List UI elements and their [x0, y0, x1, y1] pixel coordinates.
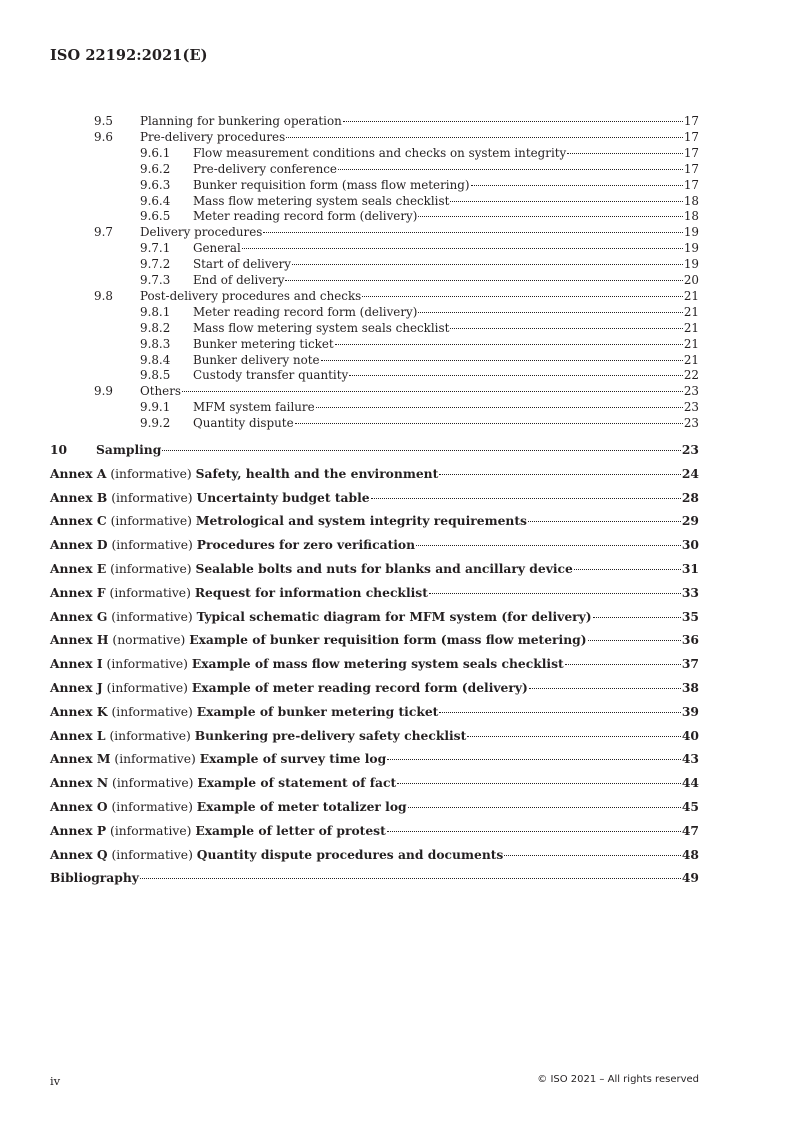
- toc-annex-entry[interactable]: [50, 465, 699, 483]
- toc-annex-kind: (informative): [106, 657, 188, 672]
- toc-entry-number: 9.7: [94, 225, 113, 240]
- toc-entry[interactable]: [94, 129, 699, 145]
- toc-entry-title: Sealable bolts and nuts for blanks and ancillary device: [195, 561, 573, 576]
- toc-entry-page: 48: [681, 846, 699, 862]
- toc-entry-number: 9.8: [94, 288, 113, 303]
- toc-annex-kind: (informative): [112, 776, 194, 791]
- toc-entry[interactable]: [140, 399, 699, 415]
- toc-entry-page: 19: [683, 225, 699, 240]
- toc-leader-dots: [387, 759, 681, 760]
- toc-entry-page: 21: [683, 320, 699, 335]
- toc-leader-dots: [467, 736, 681, 737]
- toc-entry-page: 19: [683, 257, 699, 272]
- toc-annex-entry[interactable]: [50, 584, 699, 602]
- toc-annex-label: Annex D: [50, 537, 108, 553]
- toc-annex-kind: (informative): [111, 609, 193, 624]
- toc-entry-number: 9.9.2: [140, 416, 171, 431]
- toc-entry-page: 37: [681, 656, 699, 672]
- toc-leader-dots: [387, 831, 681, 832]
- toc-annex-kind: (informative): [110, 562, 192, 576]
- toc-entry-page: 17: [683, 129, 699, 144]
- toc-entry-number: 9.6: [94, 129, 113, 144]
- toc-entry-title: Pre-delivery procedures: [140, 129, 286, 144]
- toc-leader-dots: [263, 232, 683, 233]
- toc-entry[interactable]: [140, 336, 699, 352]
- toc-entry-title: Post-delivery procedures and checks: [140, 288, 362, 303]
- toc-leader-dots: [504, 855, 681, 856]
- toc-entry-page: 19: [683, 241, 699, 256]
- toc-entry[interactable]: [94, 224, 699, 240]
- toc-annex-kind: (informative): [111, 538, 193, 553]
- toc-annex-label: Annex J: [50, 680, 103, 695]
- toc-entry-title: Typical schematic diagram for MFM system (for delivery): [196, 608, 592, 624]
- toc-annex-kind: (informative): [109, 585, 191, 600]
- toc-entry-title: Others: [140, 384, 182, 399]
- toc-entry-title: Start of delivery: [193, 257, 292, 272]
- toc-annex-entry[interactable]: [50, 679, 699, 697]
- toc-entry-number: 9.8.5: [140, 368, 171, 383]
- toc-entry-number: 9.6.2: [140, 161, 171, 176]
- toc-entry-page: 43: [681, 751, 699, 767]
- toc-entry-page: 47: [681, 822, 699, 838]
- toc-entry-number: 9.6.1: [140, 145, 171, 160]
- toc-annex-label: Annex O: [50, 799, 108, 814]
- toc-entry-number: 9.8.3: [140, 336, 171, 351]
- toc-entry-page: 33: [681, 584, 699, 600]
- toc-annex-label: Annex L: [50, 727, 106, 743]
- toc-annex-entry[interactable]: [50, 774, 699, 792]
- toc-entry-page: 44: [681, 775, 699, 791]
- toc-annex-kind: (normative): [112, 633, 186, 648]
- toc-entry[interactable]: [140, 256, 699, 272]
- toc-entry-page: 21: [683, 352, 699, 367]
- toc-entry-page: 23: [683, 384, 699, 399]
- toc-annex-kind: (informative): [110, 823, 192, 838]
- toc-entry-title: Quantity dispute procedures and documents: [196, 846, 504, 862]
- toc-annex-entry[interactable]: [50, 846, 699, 864]
- toc-leader-dots: [349, 375, 683, 376]
- toc-entry-page: 23: [683, 400, 699, 415]
- toc-annex-kind: (informative): [111, 847, 193, 862]
- toc-annex-kind: (informative): [111, 704, 193, 719]
- toc-entry-title: Meter reading record form (delivery): [193, 304, 418, 319]
- toc-annex-label: Annex Q: [50, 846, 108, 862]
- toc-entry-page: 21: [683, 288, 699, 303]
- toc-entry-number: 9.7.1: [140, 241, 171, 256]
- toc-leader-dots: [285, 280, 682, 281]
- toc-leader-dots: [162, 450, 681, 451]
- toc-annex-entry[interactable]: [50, 512, 699, 530]
- toc-entry-number: 9.8.1: [140, 304, 171, 319]
- toc-entry[interactable]: [140, 415, 699, 431]
- toc-entry-title: General: [193, 241, 241, 256]
- toc-entry-page: 23: [683, 416, 699, 431]
- toc-entry[interactable]: [140, 161, 699, 177]
- toc-annex-kind: (informative): [109, 728, 191, 743]
- toc-entry[interactable]: [94, 383, 699, 399]
- toc-entry-page: 30: [681, 537, 699, 553]
- toc-annex-entry[interactable]: [50, 750, 699, 768]
- toc-entry-title: Quantity dispute: [193, 416, 294, 431]
- toc-entry-title: Sampling: [96, 442, 162, 457]
- toc-entry-page: 49: [681, 870, 699, 886]
- toc-entry-title: Mass flow metering system seals checklist: [193, 193, 450, 208]
- toc-annex-entry[interactable]: [50, 703, 699, 721]
- toc-entry-page: 45: [681, 799, 699, 814]
- toc-entry[interactable]: [94, 288, 699, 304]
- toc-entry-title: Example of mass flow metering system seals checklist: [191, 656, 564, 672]
- toc-leader-dots: [286, 137, 683, 138]
- toc-annex-label: Annex B: [50, 489, 108, 505]
- toc-entry-title: Bunkering pre-delivery safety checklist: [194, 727, 467, 743]
- toc-leader-dots: [529, 688, 681, 689]
- toc-leader-dots: [450, 201, 682, 202]
- toc-entry-title: Pre-delivery conference: [193, 161, 337, 176]
- toc-entry-number: 10: [50, 442, 68, 457]
- toc-annex-entry[interactable]: [50, 536, 699, 554]
- toc-annex-entry[interactable]: [50, 489, 699, 507]
- toc-annex-entry[interactable]: [50, 727, 699, 745]
- toc-leader-dots: [567, 153, 683, 154]
- toc-annex-entry[interactable]: [50, 822, 699, 840]
- toc-leader-dots: [588, 640, 681, 641]
- toc-annex-kind: (informative): [111, 800, 193, 814]
- toc-entry-title: Flow measurement conditions and checks on system integrity: [193, 145, 567, 160]
- toc-entry[interactable]: [140, 320, 699, 336]
- toc-entry-title: Meter reading record form (delivery): [193, 209, 418, 224]
- toc-entry-page: 36: [681, 632, 699, 648]
- toc-entry-title: Mass flow metering system seals checklist: [193, 320, 450, 335]
- toc-entry[interactable]: [140, 352, 699, 368]
- toc-annex-label: Annex P: [50, 822, 107, 838]
- toc-entry-page: 17: [683, 114, 699, 128]
- toc-leader-dots: [418, 312, 682, 313]
- toc-entry-page: 18: [683, 193, 699, 208]
- toc-leader-dots: [292, 264, 683, 265]
- toc-entry-title: Bunker requisition form (mass flow metering): [193, 177, 470, 192]
- toc-entry-page: 21: [683, 304, 699, 319]
- toc-entry-title: Example of meter reading record form (delivery): [191, 680, 528, 695]
- toc-entry-page: 38: [681, 680, 699, 695]
- toc-entry-page: 39: [681, 703, 699, 719]
- toc-annex-entry[interactable]: [50, 560, 699, 578]
- toc-annex-entry[interactable]: [50, 441, 699, 459]
- toc-entry-title: Example of letter of protest: [195, 822, 386, 838]
- toc-leader-dots: [140, 878, 681, 879]
- toc-entry-title: Planning for bunkering operation: [140, 114, 342, 128]
- toc-entry-title: Delivery procedures: [140, 225, 263, 240]
- toc-leader-dots: [528, 521, 681, 522]
- toc-entry-title: Example of bunker metering ticket: [196, 703, 439, 719]
- toc-leader-dots: [316, 407, 683, 408]
- toc-leader-dots: [418, 216, 682, 217]
- toc-entry-title: Example of meter totalizer log: [196, 799, 407, 814]
- toc-annex-kind: (informative): [111, 490, 193, 505]
- toc-entry-page: 20: [683, 273, 699, 287]
- toc-entry-page: 29: [681, 513, 699, 529]
- toc-leader-dots: [593, 617, 681, 618]
- toc-entry-page: 28: [681, 489, 699, 505]
- toc-annex-entry[interactable]: [50, 631, 699, 649]
- toc-entry-page: 31: [681, 561, 699, 576]
- toc-entry-number: 9.8.4: [140, 352, 171, 367]
- toc-leader-dots: [574, 569, 681, 570]
- toc-entry-page: 17: [683, 161, 699, 176]
- toc-entry-number: 9.7.3: [140, 273, 171, 287]
- toc-entry-title: End of delivery: [193, 273, 285, 287]
- toc-entry-page: 21: [683, 336, 699, 351]
- toc-entry[interactable]: [140, 177, 699, 193]
- toc-annex-kind: (informative): [110, 466, 192, 481]
- toc-annex-label: Annex F: [50, 584, 106, 600]
- copyright-notice: © ISO 2021 – All rights reserved: [537, 1074, 699, 1085]
- toc-entry-title: Bunker metering ticket: [193, 336, 334, 351]
- toc-entry-number: 9.9: [94, 384, 113, 399]
- toc-leader-dots: [429, 593, 681, 594]
- toc-annex-entry[interactable]: [50, 608, 699, 626]
- toc-entry-title: Safety, health and the environment: [195, 465, 439, 481]
- toc-leader-dots: [408, 807, 681, 808]
- toc-entry-number: 9.6.4: [140, 193, 171, 208]
- toc-annex-label: Annex H: [50, 632, 109, 648]
- toc-entry-number: 9.5: [94, 114, 113, 128]
- toc-leader-dots: [471, 185, 683, 186]
- toc-entry[interactable]: [140, 193, 699, 209]
- toc-entry[interactable]: [94, 113, 699, 129]
- toc-leader-dots: [416, 545, 681, 546]
- toc-leader-dots: [371, 498, 681, 499]
- toc-entry[interactable]: [140, 208, 699, 224]
- toc-leader-dots: [338, 169, 683, 170]
- toc-entry-page: 22: [683, 368, 699, 383]
- toc-leader-dots: [439, 712, 681, 713]
- toc-annex-label: Annex K: [50, 703, 108, 719]
- toc-annex-label: Annex N: [50, 775, 109, 791]
- toc-leader-dots: [565, 664, 681, 665]
- toc-entry[interactable]: [140, 367, 699, 383]
- document-id: ISO 22192:2021(E): [50, 47, 208, 64]
- toc-entry[interactable]: [140, 304, 699, 320]
- toc-entry-title: Metrological and system integrity requirements: [195, 513, 527, 529]
- toc-entry-number: 9.6.5: [140, 209, 171, 224]
- toc-leader-dots: [295, 423, 683, 424]
- toc-entry-page: 35: [681, 608, 699, 624]
- toc-leader-dots: [450, 328, 682, 329]
- toc-entry-title: Example of bunker requisition form (mass flow metering): [189, 632, 587, 648]
- toc-leader-dots: [321, 360, 683, 361]
- toc-annex-entry[interactable]: [50, 655, 699, 673]
- toc-annex-label: Annex C: [50, 513, 107, 529]
- toc-annex-entry[interactable]: [50, 798, 699, 816]
- toc-annex-label: Annex G: [50, 608, 108, 624]
- toc-annex-label: Annex I: [50, 656, 103, 672]
- toc-annex-entry[interactable]: [50, 869, 699, 887]
- toc-entry-title: Example of statement of fact: [197, 775, 397, 791]
- toc-leader-dots: [362, 296, 683, 297]
- toc-annex-kind: (informative): [110, 514, 192, 529]
- toc-entry-page: 23: [681, 442, 699, 457]
- toc-entry-page: 24: [681, 465, 699, 481]
- toc-entry-page: 18: [683, 209, 699, 224]
- toc-annex-label: Annex A: [50, 465, 107, 481]
- toc-entry-title: Example of survey time log: [199, 751, 387, 767]
- toc-entry-number: 9.7.2: [140, 257, 171, 272]
- toc-annex-kind: (informative): [114, 752, 196, 767]
- toc-entry-page: 40: [681, 727, 699, 743]
- toc-entry-title: Custody transfer quantity: [193, 368, 349, 383]
- toc-leader-dots: [182, 391, 683, 392]
- toc-leader-dots: [335, 344, 683, 345]
- toc-entry-number: 9.6.3: [140, 177, 171, 192]
- toc-entry-page: 17: [683, 145, 699, 160]
- toc-entry-number: 9.9.1: [140, 400, 171, 415]
- toc-leader-dots: [397, 783, 681, 784]
- toc-entry[interactable]: [140, 240, 699, 256]
- toc-annex-kind: (informative): [106, 681, 188, 695]
- toc-entry[interactable]: [140, 145, 699, 161]
- toc-annex-label: Annex E: [50, 561, 107, 576]
- toc-leader-dots: [343, 121, 683, 122]
- toc-leader-dots: [439, 474, 681, 475]
- toc-entry-title: Uncertainty budget table: [196, 489, 370, 505]
- toc-annex-label: Annex M: [50, 751, 111, 767]
- toc-entry-title: Request for information checklist: [194, 584, 428, 600]
- toc-entry-page: 17: [683, 177, 699, 192]
- toc-entry-title: MFM system failure: [193, 400, 315, 415]
- toc-entry[interactable]: [140, 272, 699, 288]
- toc-entry-number: 9.8.2: [140, 320, 171, 335]
- toc-entry-title: Bunker delivery note: [193, 352, 320, 367]
- page-number: iv: [50, 1074, 61, 1088]
- toc-entry-title: Procedures for zero verification: [196, 537, 416, 553]
- toc-leader-dots: [242, 248, 683, 249]
- toc-entry-title: Bibliography: [50, 870, 139, 886]
